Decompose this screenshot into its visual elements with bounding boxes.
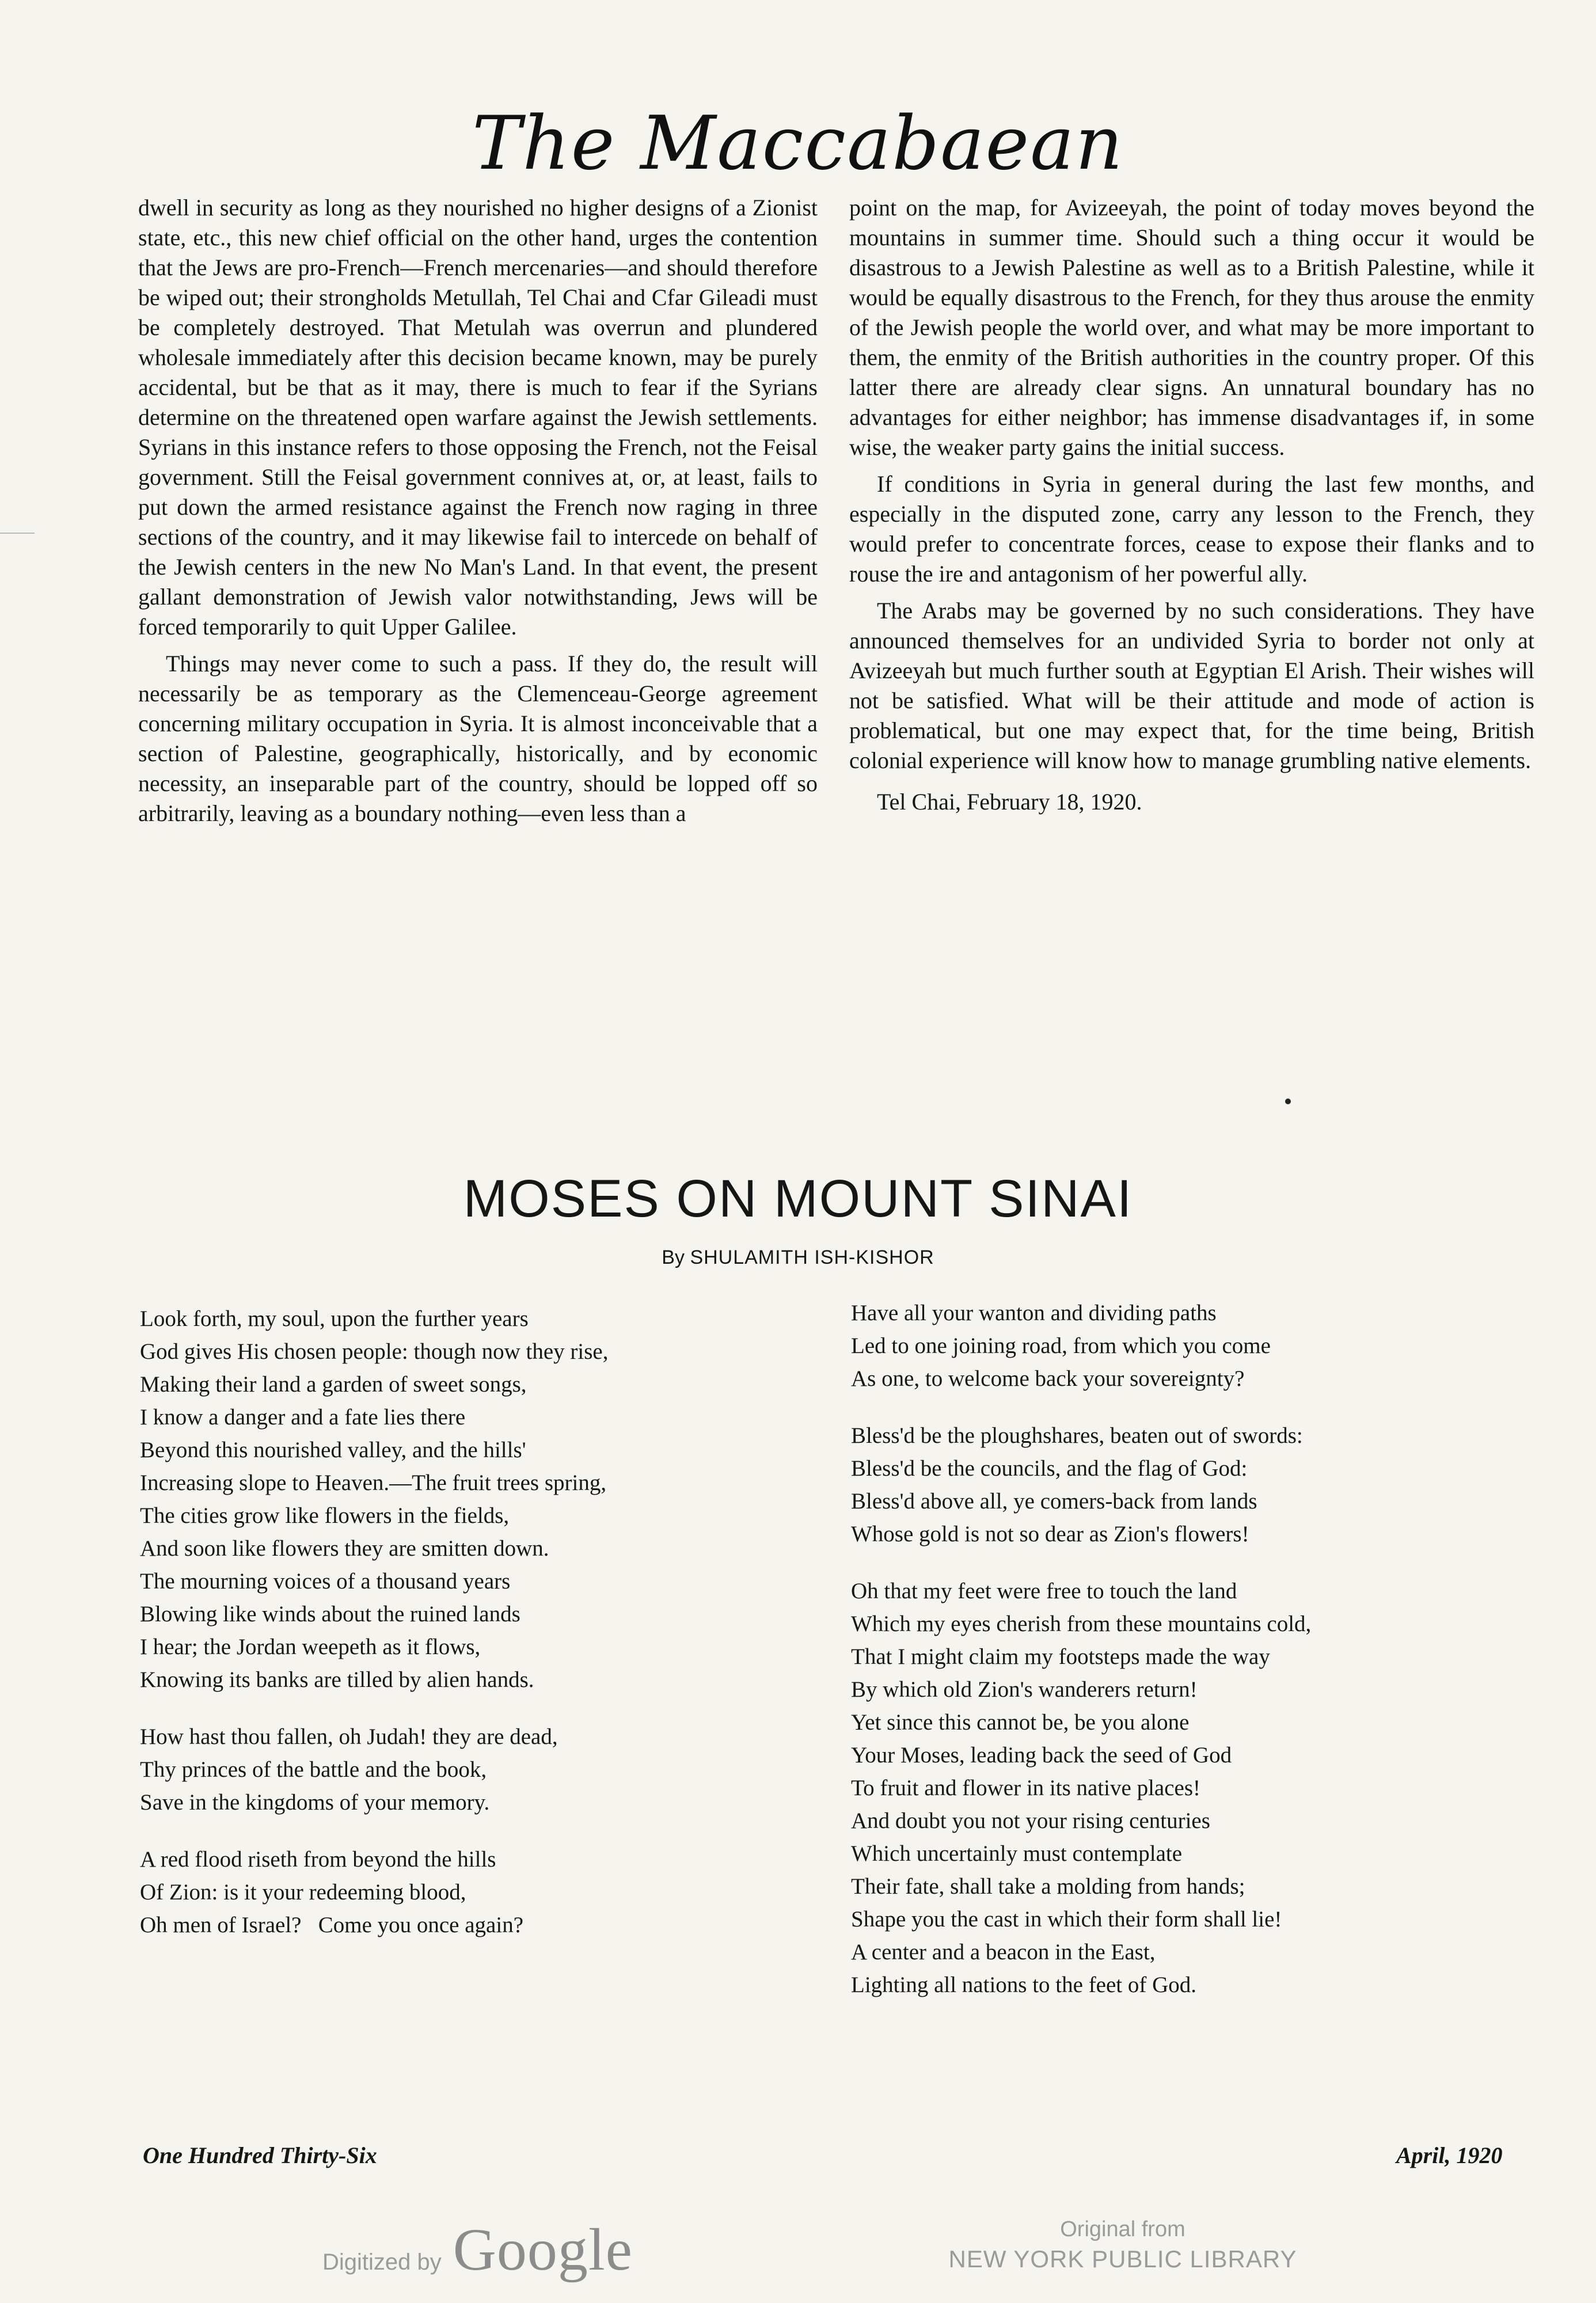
- original-from-watermark: [944, 2215, 1301, 2275]
- poem-line: The mourning voices of a thousand years: [140, 1569, 511, 1594]
- poem-line: Their fate, shall take a molding from hands;: [851, 1874, 1245, 1899]
- poem-line: Bless'd above all, ye comers-back from lands: [851, 1489, 1257, 1514]
- poem-stanza: [140, 1720, 831, 1819]
- poem-line: Making their land a garden of sweet songs,: [140, 1372, 527, 1397]
- poem-line: Yet since this cannot be, be you alone: [851, 1710, 1190, 1735]
- margin-mark: [0, 533, 35, 534]
- poem-stanza: [851, 1297, 1559, 1395]
- library-name: NEW YORK PUBLIC LIBRARY: [948, 2245, 1297, 2272]
- article-column-left: [138, 193, 818, 835]
- digitized-by-watermark: [322, 2215, 633, 2284]
- poem-line: Lighting all nations to the feet of God.: [851, 1973, 1197, 1997]
- poem-line: Blowing like winds about the ruined lands: [140, 1602, 520, 1626]
- poem-line: Oh men of Israel? Come you once again?: [140, 1913, 524, 1937]
- poem-line: God gives His chosen people: though now they rise,: [140, 1339, 609, 1364]
- article-column-right: [849, 193, 1534, 824]
- poem-line: Look forth, my soul, upon the further years: [140, 1306, 529, 1331]
- poem-line: Have all your wanton and dividing paths: [851, 1301, 1217, 1325]
- stray-dot: [1285, 1099, 1291, 1104]
- poem-author: SHULAMITH ISH-KISHOR: [690, 1246, 934, 1268]
- poem-title: MOSES ON MOUNT SINAI: [463, 1169, 1133, 1228]
- poem-line: Of Zion: is it your redeeming blood,: [140, 1880, 466, 1905]
- poem-line: I hear; the Jordan weepeth as it flows,: [140, 1635, 481, 1659]
- poem-line: Which uncertainly must contemplate: [851, 1841, 1183, 1866]
- poem-line: Thy princes of the battle and the book,: [140, 1757, 487, 1782]
- poem-line: By which old Zion's wanderers return!: [851, 1677, 1198, 1702]
- poem-line: Bless'd be the councils, and the flag of God:: [851, 1456, 1248, 1481]
- poem-line: Your Moses, leading back the seed of God: [851, 1743, 1232, 1768]
- issue-date-footer: April, 1920: [1396, 2142, 1503, 2168]
- article-paragraph: point on the map, for Avizeeyah, the point of today moves beyond the mountains in summer time. Should such a thing occur it would be disastrous to a Jewish Palestine as well as to a British Palestine, while it would be equally disastrous to the French, for they thus arouse the enmity of the Jewish people the world over, and what may be more important to them, the enmity of the British authorities in the country proper. Of this latter there are already clear signs. An unnatural boundary has no advantages for either neighbor; has immense disadvantages if, in some wise, the weaker party gains the initial success.: [849, 195, 1534, 460]
- poem-line: Knowing its banks are tilled by alien hands.: [140, 1667, 534, 1692]
- masthead: The Maccabaean: [472, 101, 1124, 187]
- poem-line: Shape you the cast in which their form shall lie!: [851, 1907, 1282, 1932]
- poem-line: The cities grow like flowers in the fields,: [140, 1503, 510, 1528]
- poem-line: Which my eyes cherish from these mountains cold,: [851, 1612, 1312, 1636]
- article-paragraph: Things may never come to such a pass. If they do, the result will necessarily be as temporary as the Clemenceau-George agreement concerning military occupation in Syria. It is almost inconceivable that a section of Palestine, geographically, historically, and by economic necessity, an inseparable part of the country, should be lopped off so arbitrarily, leaving as a boundary nothing—even less than a: [138, 651, 818, 826]
- digitized-by-label: Digitized by: [322, 2249, 442, 2275]
- google-logo: Google: [453, 2217, 633, 2283]
- poem-line: To fruit and flower in its native places!: [851, 1776, 1200, 1800]
- poem-column-left: [140, 1302, 831, 1966]
- original-from-label: Original from: [1060, 2217, 1185, 2241]
- poem-line: How hast thou fallen, oh Judah! they are dead,: [140, 1724, 558, 1749]
- poem-line: Bless'd be the ploughshares, beaten out of swords:: [851, 1423, 1303, 1448]
- poem-byline: [0, 1246, 1596, 1269]
- poem-line: And doubt you not your rising centuries: [851, 1808, 1210, 1833]
- poem-line: And soon like flowers they are smitten down.: [140, 1536, 549, 1561]
- poem-column-right: [851, 1297, 1559, 2025]
- poem-stanza: [851, 1419, 1559, 1550]
- page-number-footer: One Hundred Thirty-Six: [143, 2142, 377, 2168]
- poem-line: As one, to welcome back your sovereignty?: [851, 1366, 1245, 1391]
- article-paragraph: The Arabs may be governed by no such considerations. They have announced themselves for an undivided Syria to border not only at Avizeeyah but much further south at Egyptian El Arish. Their wishes will not be satisfied. What will be their attitude and mode of action is problematical, but one may expect that, for the time being, British colonial experience will know how to manage grumbling native elements.: [849, 598, 1534, 773]
- poem-line: A red flood riseth from beyond the hills: [140, 1847, 496, 1872]
- poem-line: That I might claim my footsteps made the way: [851, 1644, 1270, 1669]
- poem-stanza: [851, 1575, 1559, 2001]
- byline-prefix: By: [662, 1246, 685, 1268]
- poem-line: Oh that my feet were free to touch the land: [851, 1579, 1237, 1603]
- article-paragraph: dwell in security as long as they nourished no higher designs of a Zionist state, etc., this new chief official on the other hand, urges the contention that the Jews are pro-French—French mercenaries—and should therefore be wiped out; their strongholds Metullah, Tel Chai and Cfar Gileadi must be completely destroyed. That Metulah was overrun and plundered wholesale immediately after this decision became known, may be purely accidental, but be that as it may, there is much to fear if the Syrians determine on the threatened open warfare against the Jewish settlements. Syrians in this instance refers to those opposing the French, not the Feisal government. Still the Feisal government connives at, or, at least, fails to put down the armed resistance against the French now raging in three sections of the country, and it may likewise fail to intercede on behalf of the Jewish centers in the new No Man's Land. In that event, the present gallant demonstration of Jewish valor notwithstanding, Jews will be forced temporarily to quit Upper Galilee.: [138, 195, 818, 640]
- poem-line: I know a danger and a fate lies there: [140, 1405, 466, 1430]
- poem-stanza: [140, 1302, 831, 1696]
- poem-line: Increasing slope to Heaven.—The fruit trees spring,: [140, 1470, 607, 1495]
- article-dateline: Tel Chai, February 18, 1920.: [877, 789, 1142, 815]
- poem-line: Save in the kingdoms of your memory.: [140, 1790, 490, 1815]
- poem-line: Beyond this nourished valley, and the hills': [140, 1438, 526, 1462]
- poem-stanza: [140, 1843, 831, 1941]
- poem-line: Whose gold is not so dear as Zion's flowers!: [851, 1522, 1249, 1546]
- article-paragraph: If conditions in Syria in general during the last few months, and especially in the disputed zone, carry any lesson to the French, they would prefer to concentrate forces, cease to expose their flanks and to rouse the ire and antagonism of her powerful ally.: [849, 471, 1534, 587]
- poem-line: Led to one joining road, from which you come: [851, 1333, 1271, 1358]
- poem-line: A center and a beacon in the East,: [851, 1940, 1156, 1964]
